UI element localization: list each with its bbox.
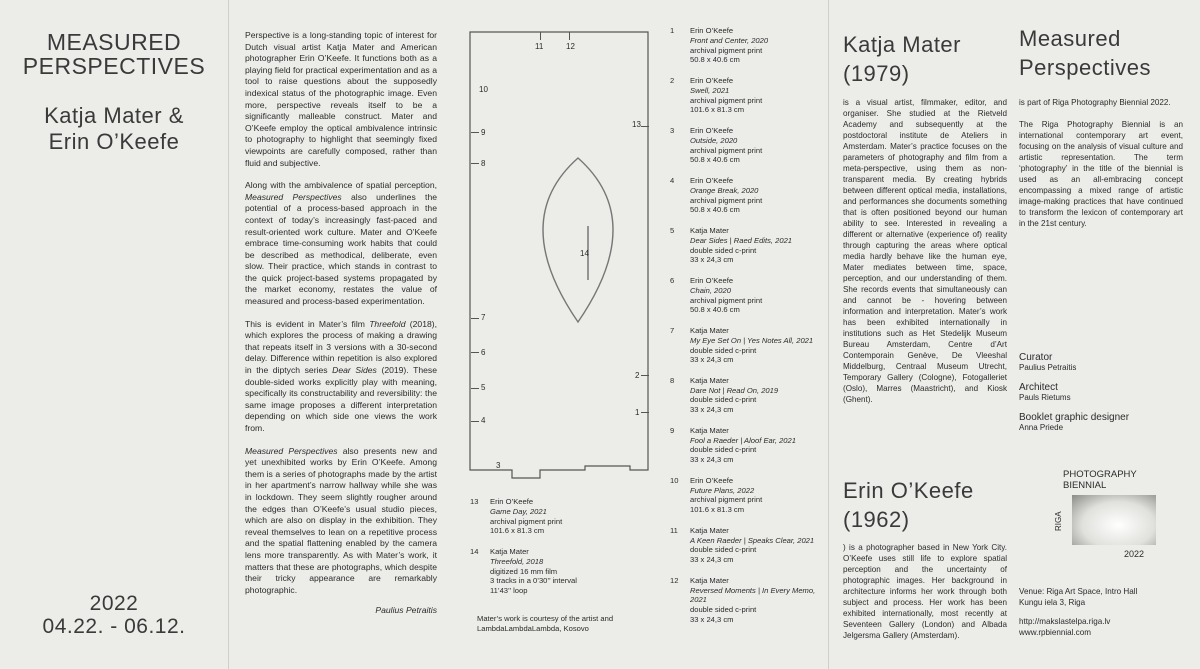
okeefe-bio: ) is a photographer based in New York City. O’Keefe uses still life to explore spatial perception and the uncertainty of photographic images. Her background in architecture informs her work through both subject and process. Her work has been exhibited internationally, most recently at Seventeen Gallery (London) and Albada Jelgersma Gallery (Amsterdam). bbox=[843, 543, 1007, 640]
wall-mark bbox=[471, 352, 479, 353]
venue-info bbox=[1019, 586, 1189, 638]
designer-label: Booklet graphic designer bbox=[1019, 412, 1130, 423]
plan-label: 8 bbox=[481, 159, 486, 168]
essay-paragraph-2: Along with the ambivalence of spatial perception, Measured Perspectives also underlines the potential of a process-based approach in the context of today’s increasingly fast-paced and result-oriented work culture. Mater and O’Keefe embrace time-consuming work habits that could be described as methodical, deliberate, even slow. Their practice, which stands in contrast to the quick project-based systems propagated by the market economy, restates the value of measured and process-based experimentation. bbox=[245, 180, 437, 307]
biennial-title-line2: Perspectives bbox=[1019, 55, 1151, 80]
work-item: 9 Katja Mater Fool a Raeder | Aloof Ear, 2021 double sided c-print 33 x 24,3 cm bbox=[670, 425, 796, 465]
work-item: 1 Erin O’Keefe Front and Center, 2020 archival pigment print 50.8 x 40.6 cm bbox=[670, 26, 769, 65]
okeefe-year: (1962) bbox=[843, 507, 910, 532]
wall-mark bbox=[641, 126, 649, 127]
architect-name: Pauls Rietums bbox=[1019, 393, 1071, 402]
biennial-heading bbox=[1019, 24, 1151, 82]
work-item: 6 Erin O’Keefe Chain, 2020 archival pigment print 50.8 x 40.6 cm bbox=[670, 275, 763, 315]
essay-author: Paulius Petraitis bbox=[375, 605, 437, 616]
floor-plan bbox=[460, 30, 660, 490]
venue-line1: Venue: Riga Art Space, Intro Hall bbox=[1019, 587, 1138, 596]
biennial-logo bbox=[1054, 469, 1180, 565]
plan-label: 1 bbox=[635, 408, 640, 417]
wall-mark bbox=[569, 32, 570, 40]
plan-label: 4 bbox=[481, 416, 486, 425]
work-item: 3 Erin O’Keefe Outside, 2020 archival pigment print 50.8 x 40.6 cm bbox=[670, 125, 763, 165]
mater-bio: is a visual artist, filmmaker, editor, and organiser. She studied at the Rietveld Academy and subsequently at the postdoctoral institute de Ateliers in Amsterdam. Mater’s practice focuses on the parameters of photography and film from a meta-perspective, using them as non-transparent media. By creating hybrids between different optical media, installations, and performances she documents something that is often positioned beyond our human ability to see. Interested in revealing a different or alternative (experience of) reality through capturing the areas where optical media hardly behave like the human eye, Mater mediates between time, space, perception, and our understanding of them. She records events that simultaneously can and cannot be - hovering between information and interpretation. Mater’s work has been exhibited internationally in institutions such as Het Stedelijk Museum Bureau Amsterdam, Centre d’Art Contemporain Genève, De Vleeshal Middelburg, Centraal Museum Utrecht, Temporary Gallery (Cologne), Fotogalleriet (Oslo), Marres (Maastricht), and Kiosk (Ghent). bbox=[843, 98, 1007, 404]
wall-mark bbox=[641, 375, 649, 376]
wall-mark bbox=[471, 163, 479, 164]
plan-label: 5 bbox=[481, 383, 486, 392]
mater-year: (1979) bbox=[843, 61, 910, 86]
mater-heading bbox=[843, 30, 961, 88]
wall-mark bbox=[471, 318, 479, 319]
credits bbox=[1019, 352, 1189, 432]
works-bottom-list bbox=[470, 497, 660, 607]
fold-line bbox=[228, 0, 229, 669]
work-item: 4 Erin O’Keefe Orange Break, 2020 archival pigment print 50.8 x 40.6 cm bbox=[670, 175, 763, 215]
cover-artists bbox=[0, 103, 228, 155]
cover-date-range: 04.22. - 06.12. bbox=[42, 615, 186, 638]
logo-year: 2022 bbox=[1124, 549, 1145, 559]
mater-name: Katja Mater bbox=[843, 32, 961, 57]
work-item: 10 Erin O’Keefe Future Plans, 2022 archival pigment print 101.6 x 81.3 cm bbox=[670, 475, 763, 515]
biennial-intro: is part of Riga Photography Biennial 2022. bbox=[1019, 98, 1171, 107]
venue-line2: Kungu iela 3, Riga bbox=[1019, 598, 1086, 607]
venue-url-1[interactable]: http://makslastelpa.riga.lv bbox=[1019, 617, 1111, 626]
work-item: 7 Katja Mater My Eye Set On | Yes Notes All, 2021 double sided c-print 33 x 24,3 cm bbox=[670, 325, 814, 365]
courtesy-note: Mater’s work is courtesy of the artist and LambdaLambdaLambda, Kosovo bbox=[477, 614, 614, 633]
cover-title bbox=[0, 30, 228, 78]
okeefe-name: Erin O’Keefe bbox=[843, 478, 974, 503]
fold-line bbox=[828, 0, 829, 669]
logo-line1: PHOTOGRAPHY bbox=[1063, 469, 1137, 480]
work-item: 8 Katja Mater Dare Not | Read On, 2019 double sided c-print 33 x 24,3 cm bbox=[670, 375, 779, 415]
works-list bbox=[670, 26, 820, 636]
cover-title-line1: MEASURED bbox=[46, 29, 182, 55]
essay-paragraph-4: Measured Perspectives also presents new and yet unexhibited works by Erin O’Keefe. Among them is a series of photographs made by the artist in her apartment’s narrow hallway while she was in lockdown. They seem slightly rougher around the edges than O’Keefe’s usual studio pieces, which are also on display in the exhibition. They reveal themselves to lean on a repetitive process and the spatial flattening enabled by the camera lens more transparently. As with Mater’s work, it matters that these are photographs, which despite their tricky appearance are remarkably photographic. bbox=[245, 445, 437, 595]
plan-label: 2 bbox=[635, 371, 640, 380]
plan-label: 3 bbox=[496, 461, 501, 470]
logo-line2: BIENNIAL bbox=[1063, 480, 1107, 491]
work-item: 12 Katja Mater Reversed Moments | In Every Memo, 2021 double sided c-print 33 x 24,3 cm bbox=[670, 575, 816, 625]
logo-side-text: RIGA bbox=[1054, 511, 1063, 531]
plan-label: 11 bbox=[535, 42, 544, 51]
work-item: 14 Katja Mater Threefold, 2018 digitized 16 mm film 3 tracks in a 0’30’’ interval 11’43’’ loop bbox=[470, 546, 577, 596]
designer-name: Anna Priede bbox=[1019, 423, 1064, 432]
architect-label: Architect bbox=[1019, 382, 1058, 393]
work-item: 2 Erin O’Keefe Swell, 2021 archival pigment print 101.6 x 81.3 cm bbox=[670, 75, 763, 115]
plan-label: 9 bbox=[481, 128, 486, 137]
curator-name: Paulius Petraitis bbox=[1019, 363, 1077, 372]
essay bbox=[245, 30, 437, 615]
work-item: 11 Katja Mater A Keen Raeder | Speaks Clear, 2021 double sided c-print 33 x 24,3 cm bbox=[670, 525, 815, 565]
plan-label: 14 bbox=[580, 249, 589, 258]
work-item: 13 Erin O’Keefe Game Day, 2021 archival pigment print 101.6 x 81.3 cm bbox=[470, 497, 563, 536]
cover-year: 2022 bbox=[89, 592, 139, 615]
wall-mark bbox=[641, 412, 649, 413]
wall-mark bbox=[540, 32, 541, 40]
biennial-title-line1: Measured bbox=[1019, 26, 1121, 51]
work-item: 5 Katja Mater Dear Sides | Raed Edits, 2021 double sided c-print 33 x 24,3 cm bbox=[670, 225, 793, 265]
cover-artists-line1: Katja Mater & bbox=[44, 103, 184, 128]
cover-dates bbox=[0, 592, 228, 638]
plan-label: 13 bbox=[632, 120, 641, 129]
okeefe-heading bbox=[843, 476, 974, 534]
venue-url-2[interactable]: www.rpbiennial.com bbox=[1019, 628, 1091, 637]
essay-paragraph-1: Perspective is a long-standing topic of interest for Dutch visual artist Katja Mater and American photographer Erin O’Keefe. It functions both as a playing field for practical experimentation and as a tool to raise questions about the supposedly indexical status of the photographic image. Even more, perspective reveals itself to be a significantly malleable construct. Mater and O’Keefe employ the optical ambivalence intrinsic to photography to highlight that seemingly fixed viewpoints are carefully composed, rather than fluid and subjective. bbox=[245, 30, 437, 168]
logo-gradient-block bbox=[1072, 495, 1156, 545]
biennial-description: The Riga Photography Biennial is an international contemporary art event, focusing on the analysis of visual culture and artistic representation. The term ‘photography’ in the title of the biennial is used as an all-embracing concept encompassing a mixed range of artistic image-making practices that have continued to transform the lexicon of contemporary art in the 21st century. bbox=[1019, 120, 1183, 228]
curator-label: Curator bbox=[1019, 352, 1053, 363]
wall-mark bbox=[471, 132, 479, 133]
cover-title-line2: PERSPECTIVES bbox=[22, 53, 206, 79]
wall-mark bbox=[471, 388, 479, 389]
wall-mark bbox=[471, 421, 479, 422]
cover-artists-line2: Erin O’Keefe bbox=[48, 129, 180, 154]
plan-label: 10 bbox=[479, 85, 488, 94]
plan-label: 12 bbox=[566, 42, 575, 51]
essay-paragraph-3: This is evident in Mater’s film Threefold (2018), which explores the process of making a drawing that repeats itself in 3 versions with a 30-second delay. Difference within repetition is also explored in the diptych series Dear Sides (2019). These double-sided works explicitly play with meaning, specifically its constructability and reversibility: the same image proposes a different interpretation depending on which side one views the work from. bbox=[245, 318, 438, 433]
plan-label: 6 bbox=[481, 348, 486, 357]
plan-label: 7 bbox=[481, 313, 486, 322]
